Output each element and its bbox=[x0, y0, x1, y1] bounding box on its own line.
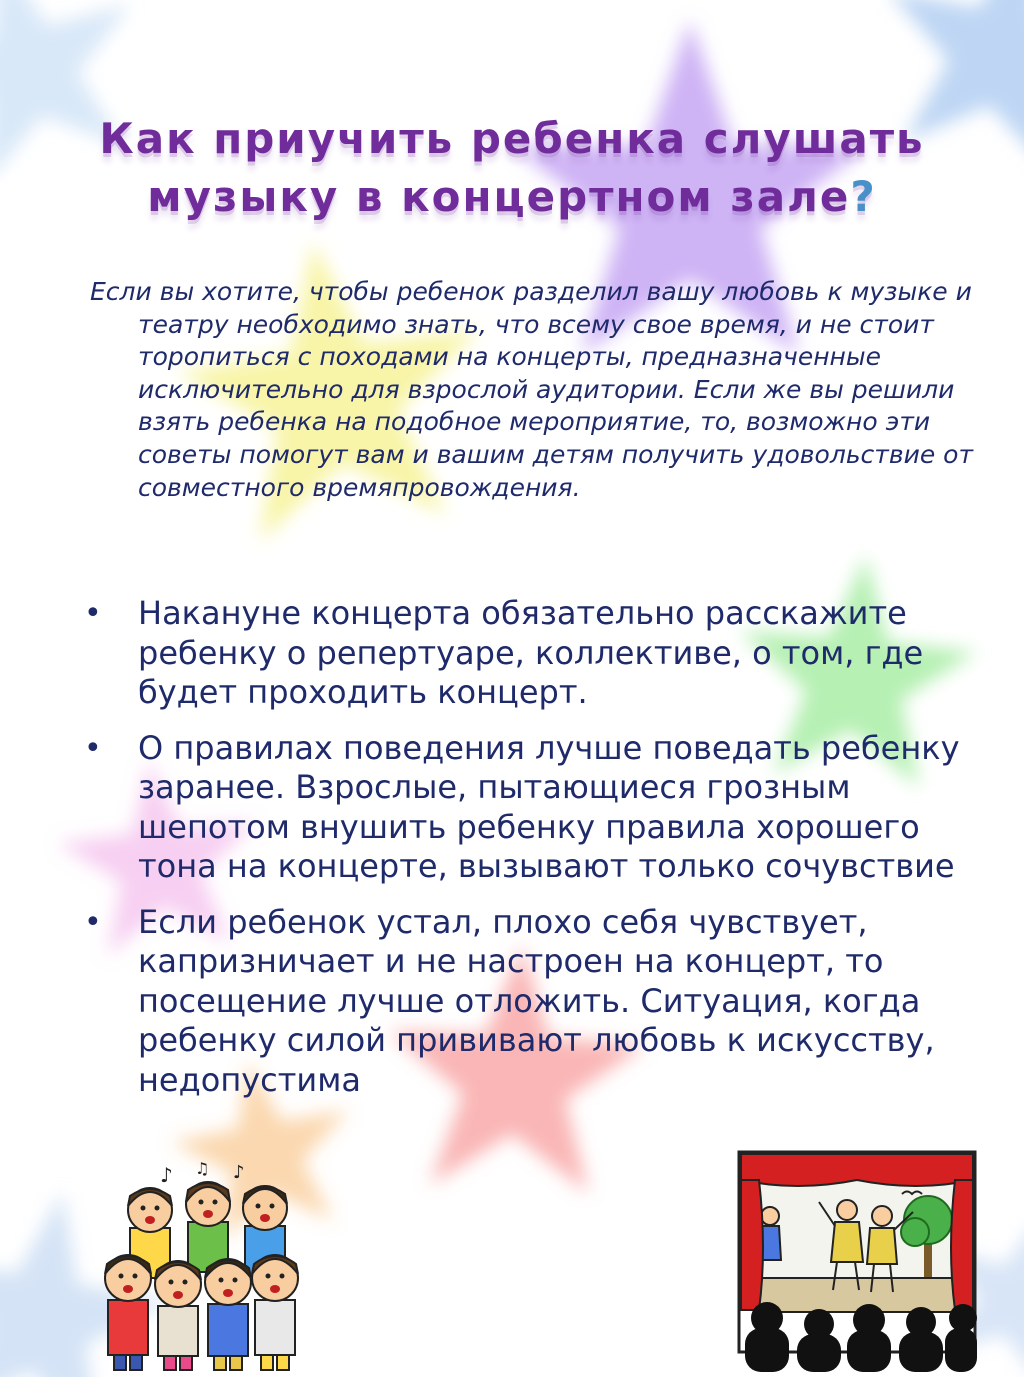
theater-stage-image bbox=[737, 1150, 977, 1372]
svg-text:♪: ♪ bbox=[233, 1162, 245, 1183]
list-item-text: Если ребенок устал, плохо себя чувствует, капризничает и не настроен на концерт, то посещение лучше отложить. Ситуация, когда ребенку силой прививают любовь к искусству, недопустима bbox=[138, 902, 935, 1099]
bullet-icon: • bbox=[84, 730, 102, 766]
svg-text:♪: ♪ bbox=[160, 1163, 173, 1187]
list-item bbox=[80, 594, 960, 713]
title-line-2: музыку в концертном зале bbox=[147, 172, 851, 221]
svg-text:♫: ♫ bbox=[195, 1160, 210, 1178]
bullet-icon: • bbox=[84, 596, 102, 631]
list-item bbox=[80, 903, 960, 1101]
list-item bbox=[80, 729, 960, 887]
page-title bbox=[40, 110, 984, 226]
list-item-text: О правилах поведения лучше поведать ребенку заранее. Взрослые, пытающиеся грозным шепотом внушить ребенку правила хорошего тона на концерте, вызывают только сочувствие bbox=[138, 728, 960, 885]
intro-paragraph: Если вы хотите, чтобы ребенок разделил вашу любовь к музыке и театру необходимо знать, что всему свое время, и не стоит торопиться с походами на концерты, предназначенные исключительно для взрослой аудитории. Если же вы решили взять ребенка на подобное мероприятие, то, возможно эти советы помогут вам и вашим детям получить удовольствие от совместного времяпровождения. bbox=[90, 277, 974, 502]
list-item-text: Накануне концерта обязательно расскажите ребенку о репертуаре, коллективе, о том, где будет проходить концерт. bbox=[138, 594, 924, 711]
title-line-1: Как приучить ребенка слушать bbox=[99, 114, 925, 163]
choir-children-image bbox=[100, 1160, 300, 1372]
advice-list bbox=[80, 594, 960, 1116]
bullet-icon: • bbox=[84, 904, 102, 940]
title-question-mark: ? bbox=[850, 172, 877, 221]
